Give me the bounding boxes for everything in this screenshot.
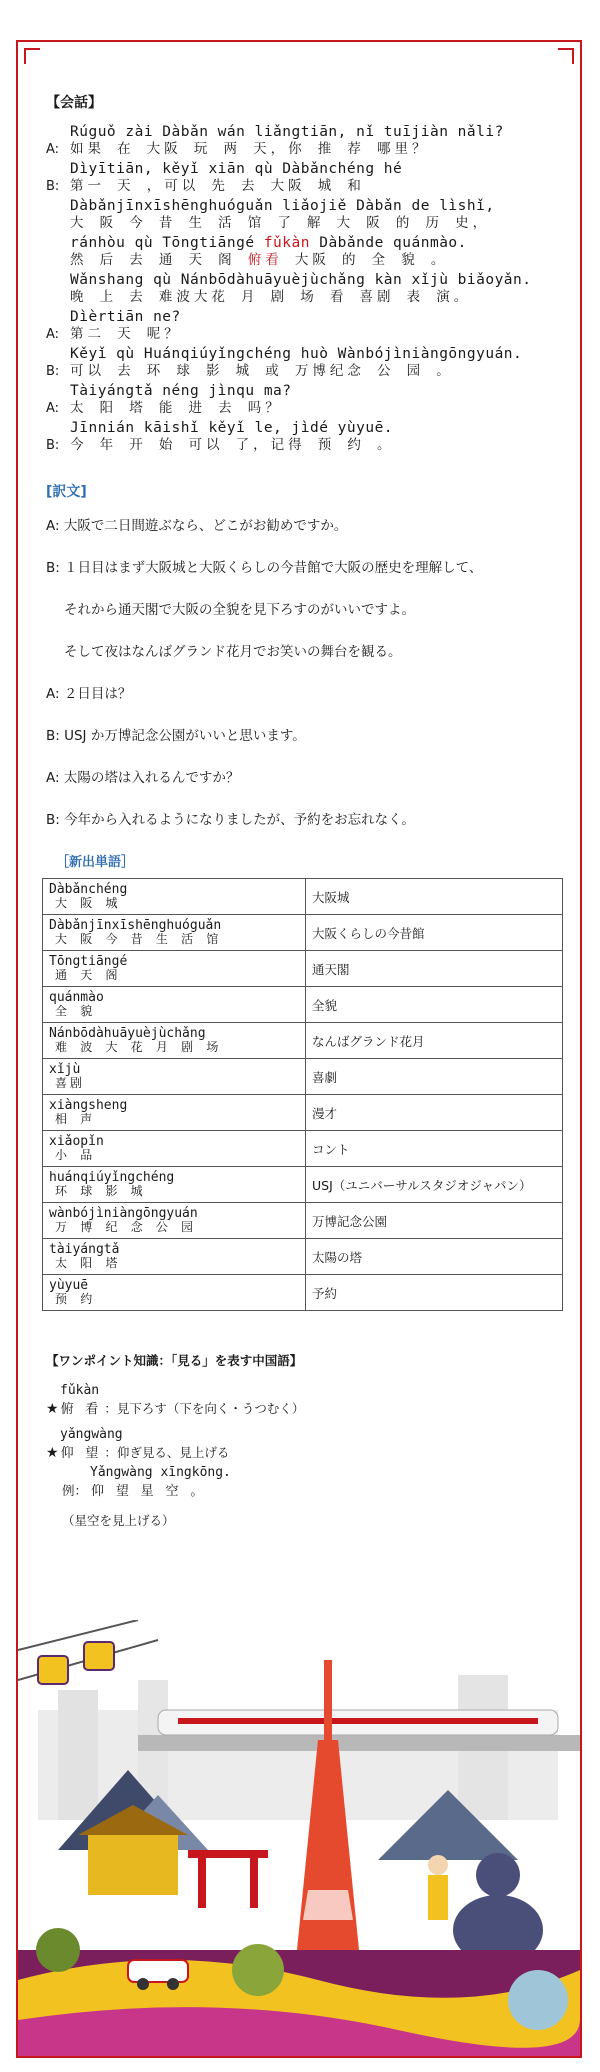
highlight-pinyin: fǔkàn xyxy=(263,235,310,251)
one-point-item: yǎngwàng ★ 仰 望 ：仰ぎ見る、見上げる xyxy=(46,1427,566,1461)
table-row: xǐjù 喜剧 喜劇 xyxy=(43,1059,563,1095)
table-row: huánqiúyǐngchéng 环 球 影 城 USJ（ユニバーサルスタジオジャパン） xyxy=(43,1167,563,1203)
dialog-line xyxy=(46,124,566,157)
pinyin: Dìèrtiān ne? xyxy=(70,309,181,325)
conversation xyxy=(46,124,566,453)
dialog-line xyxy=(46,161,566,194)
pinyin: Tàiyángtǎ néng jìnqu ma? xyxy=(70,383,292,399)
conversation-title: 【会話】 xyxy=(46,95,102,111)
one-point-example: Yǎngwàng xīngkōng. 例： 仰 望 星 空 。 xyxy=(62,1465,231,1499)
table-row: Dàbǎnjīnxīshēnghuóguǎn 大 阪 今 昔 生 活 馆 大阪くらしの今昔館 xyxy=(43,915,563,951)
pinyin: yǎngwàng xyxy=(60,1427,123,1442)
dialog-line xyxy=(46,235,566,268)
translation-line: A: ２日目は？ xyxy=(46,686,132,702)
pinyin: Kěyǐ qù Huánqiúyǐngchéng huò Wànbójìniàngōngyuán. xyxy=(70,346,523,362)
pinyin: Dàbǎnjīnxīshēnghuóguǎn liǎojiě Dàbǎn de lìshǐ, xyxy=(70,198,495,214)
table-row: Tōngtiāngé 通 天 阁 通天閣 xyxy=(43,951,563,987)
hanzi: 第一 天 ，可以 先 去 大阪 城 和 xyxy=(70,178,365,194)
corner-ornament-top-right xyxy=(546,40,582,76)
table-row: quánmào 全 貌 全貌 xyxy=(43,987,563,1023)
translation-line: A: 太陽の塔は入れるんですか？ xyxy=(46,770,240,786)
speaker: A: xyxy=(46,401,60,416)
table-row: tàiyángtǎ 太 阳 塔 太陽の塔 xyxy=(43,1239,563,1275)
dialog-line xyxy=(46,420,566,453)
hanzi: 今 年 开 始 可以 了，记得 预 约 。 xyxy=(70,437,395,453)
hanzi: 可以 去 环 球 影 城 或 万博纪念 公 园 。 xyxy=(70,363,454,379)
dialog-line xyxy=(46,198,566,231)
speaker: B: xyxy=(46,364,60,379)
example-note: （星空を見上げる） xyxy=(62,1513,175,1528)
translation-line: B: 今年から入れるようになりましたが、予約をお忘れなく。 xyxy=(46,812,415,828)
translation-line: それから通天閣で大阪の全貌を見下ろすのがいいですよ。 xyxy=(64,602,415,618)
pinyin: Rúguǒ zài Dàbǎn wán liǎngtiān, nǐ tuījiàn nǎli? xyxy=(70,124,504,140)
dialog-line xyxy=(46,346,566,379)
hanzi: 如果 在 大阪 玩 两 天，你 推 荐 哪里？ xyxy=(70,141,430,157)
translation-line: B: １日目はまず大阪城と大阪くらしの今昔館で大阪の歴史を理解して、 xyxy=(46,560,483,576)
dialog-line xyxy=(46,309,566,342)
one-point-title: 【ワンポイント知識：「見る」を表す中国語】 xyxy=(46,1353,303,1368)
pinyin: Wǎnshang qù Nánbōdàhuāyuèjùchǎng kàn xǐjù biǎoyǎn. xyxy=(70,272,532,288)
dialog-line xyxy=(46,272,566,305)
hanzi: 太 阳 塔 能 进 去 吗？ xyxy=(70,400,283,416)
pinyin: ránhòu qù Tōngtiāngé fǔkàn Dàbǎnde quánmào. xyxy=(70,235,467,251)
hanzi: 然 后 去 通 天 阁 俯看 大阪 的 全 貌 。 xyxy=(70,252,449,268)
translation-line: B: USJ か万博記念公園がいいと思います。 xyxy=(46,728,306,744)
hanzi: 第二 天 呢？ xyxy=(70,326,182,342)
star-icon: ★ xyxy=(46,1445,59,1461)
speaker: A: xyxy=(46,327,60,342)
table-row: Nánbōdàhuāyuèjùchǎng 难 波 大 花 月 剧 场 なんばグランド花月 xyxy=(43,1023,563,1059)
table-row: Dàbǎnchéng 大 阪 城 大阪城 xyxy=(43,879,563,915)
table-row: yùyuē 预 约 予約 xyxy=(43,1275,563,1311)
osaka-illustration xyxy=(18,1620,580,2056)
table-row: xiǎopǐn 小 品 コント xyxy=(43,1131,563,1167)
hanzi: 大 阪 今 昔 生 活 馆 了 解 大 阪 的 历 史， xyxy=(70,215,491,231)
speaker: B: xyxy=(46,438,60,453)
translation-line: そして夜はなんばグランド花月でお笑いの舞台を観る。 xyxy=(64,644,402,660)
corner-ornament-top-left xyxy=(16,40,52,76)
highlight-hanzi: 俯看 xyxy=(247,252,283,268)
table-row: wànbójìniàngōngyuán 万 博 纪 念 公 园 万博記念公園 xyxy=(43,1203,563,1239)
speaker: B: xyxy=(46,179,60,194)
speaker: A: xyxy=(46,142,60,157)
table-row: xiàngsheng 相 声 漫才 xyxy=(43,1095,563,1131)
translation xyxy=(46,515,566,831)
translation-line: A: 大阪で二日間遊ぶなら、どこがお勧めですか。 xyxy=(46,518,348,534)
pinyin: Dìyītiān, kěyǐ xiān qù Dàbǎnchéng hé xyxy=(70,161,403,177)
one-point-section xyxy=(46,1351,566,1529)
osaka-skyline-illustration xyxy=(18,1620,580,2056)
lesson-content xyxy=(46,92,566,1529)
translation-title: [訳文] xyxy=(46,484,87,500)
one-point-item: fǔkàn ★ 俯 看 ：見下ろす（下を向く・うつむく） xyxy=(46,1383,566,1417)
star-icon: ★ xyxy=(46,1401,59,1417)
pinyin: fǔkàn xyxy=(60,1383,100,1398)
hanzi: 晚 上 去 难波大花 月 剧 场 看 喜剧 表 演。 xyxy=(70,289,472,305)
vocabulary-title: ［新出単語］ xyxy=(56,855,135,870)
pinyin: Jīnnián kāishǐ kěyǐ le, jìdé yùyuē. xyxy=(70,420,394,436)
dialog-line xyxy=(46,383,566,416)
vocabulary-table xyxy=(42,878,563,1311)
